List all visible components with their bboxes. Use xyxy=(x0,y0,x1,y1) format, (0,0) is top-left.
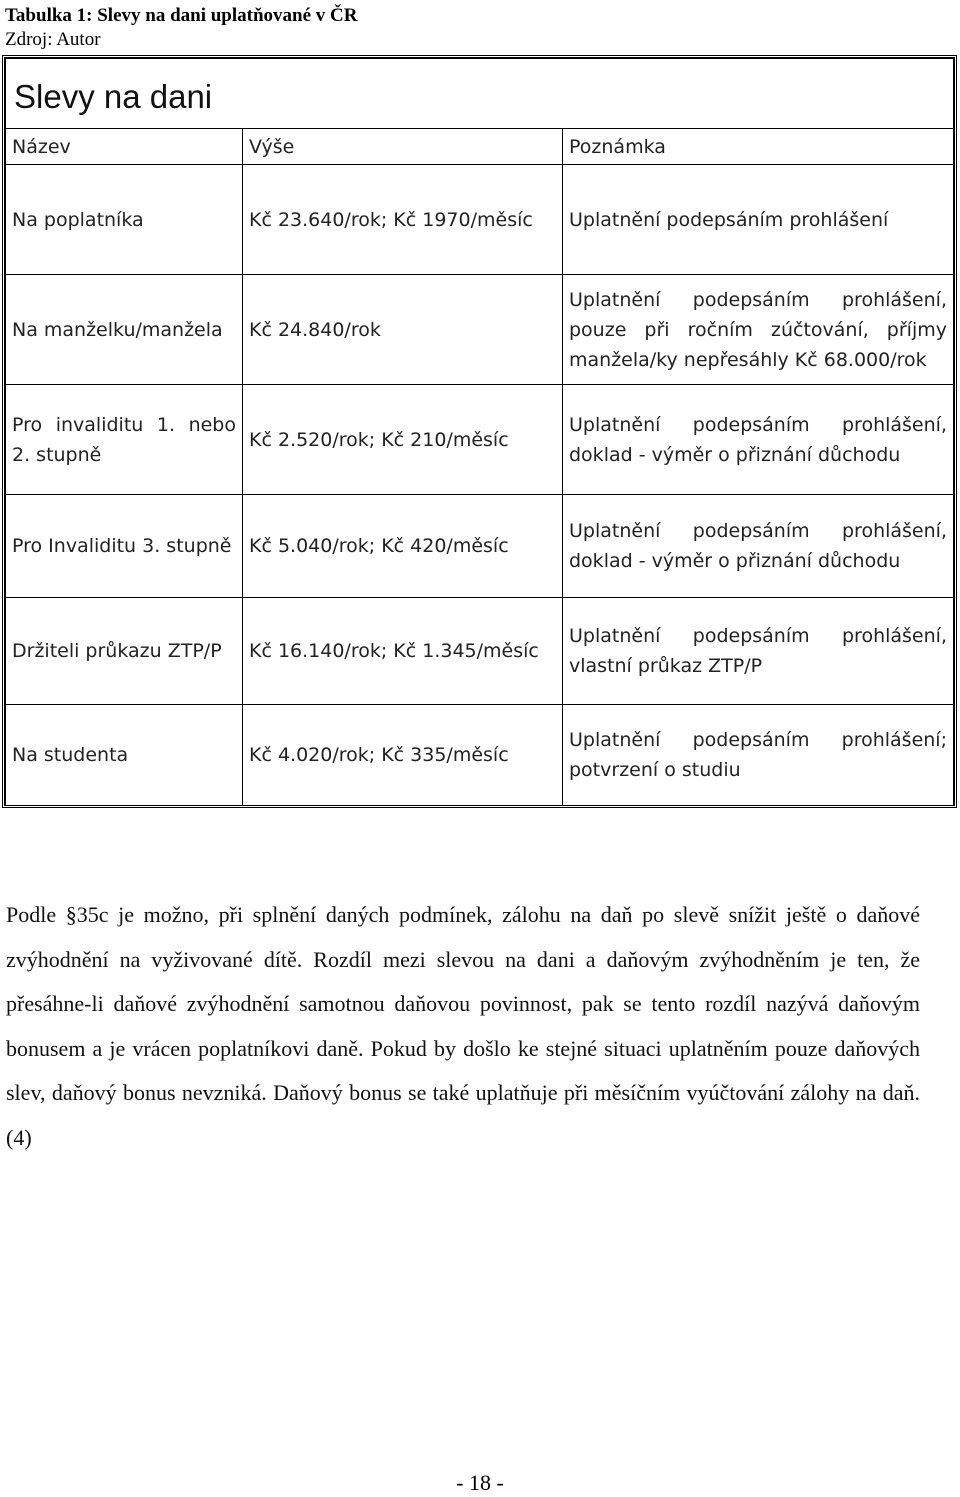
table-row xyxy=(6,495,954,598)
tax-discount-table xyxy=(5,58,954,806)
row-note: Uplatnění podepsáním prohlášení, pouze při ročním zúčtování, příjmy manžela/ky nepřesáhly Kč 68.000/rok xyxy=(563,275,954,385)
row-amount: Kč 23.640/rok; Kč 1970/měsíc xyxy=(243,165,563,275)
table-row xyxy=(6,705,954,806)
page-number: - 18 - xyxy=(456,1470,504,1495)
row-amount: Kč 4.020/rok; Kč 335/měsíc xyxy=(243,705,563,806)
header-note: Poznámka xyxy=(563,129,954,165)
table-row xyxy=(6,275,954,385)
row-note: Uplatnění podepsáním prohlášení; potvrzení o studiu xyxy=(563,705,954,806)
header-amount: Výše xyxy=(243,129,563,165)
row-amount: Kč 2.520/rok; Kč 210/měsíc xyxy=(243,385,563,495)
row-name: Na studenta xyxy=(6,705,243,806)
row-amount: Kč 24.840/rok xyxy=(243,275,563,385)
tax-discount-table-frame xyxy=(2,55,957,808)
row-amount: Kč 16.140/rok; Kč 1.345/měsíc xyxy=(243,598,563,705)
table-row xyxy=(6,165,954,275)
row-note: Uplatnění podepsáním prohlášení, vlastní průkaz ZTP/P xyxy=(563,598,954,705)
caption-source: Zdroj: Autor xyxy=(5,29,101,50)
table-row xyxy=(6,598,954,705)
table-title: Slevy na dani xyxy=(6,59,954,129)
row-note: Uplatnění podepsáním prohlášení, doklad - výměr o přiznání důchodu xyxy=(563,385,954,495)
row-name: Na manželku/manžela xyxy=(6,275,243,385)
row-note: Uplatnění podepsáním prohlášení, doklad - výměr o přiznání důchodu xyxy=(563,495,954,598)
row-amount: Kč 5.040/rok; Kč 420/měsíc xyxy=(243,495,563,598)
table-title-row xyxy=(6,59,954,129)
row-note: Uplatnění podepsáním prohlášení xyxy=(563,165,954,275)
row-name: Pro invaliditu 1. nebo 2. stupně xyxy=(6,385,243,495)
row-name: Pro Invaliditu 3. stupně xyxy=(6,495,243,598)
body-paragraph: Podle §35c je možno, při splnění daných podmínek, zálohu na daň po slevě snížit ještě o daňové zvýhodnění na vyživované dítě. Rozdíl mezi slevou na dani a daňovým zvýhodněním je ten, že přesáhne-li daňové zvýhodnění samotnou daňovou povinnost, pak se tento rozdíl nazývá daňovým bonusem a je vrácen poplatníkovi daně. Pokud by došlo ke stejné situaci uplatněním pouze daňových slev, daňový bonus nevzniká. Daňový bonus se také uplatňuje při měsíčním vyúčtování zálohy na daň. (4) xyxy=(6,902,920,1150)
header-name: Název xyxy=(6,129,243,165)
row-name: Na poplatníka xyxy=(6,165,243,275)
table-row xyxy=(6,385,954,495)
row-name: Držiteli průkazu ZTP/P xyxy=(6,598,243,705)
caption-title: Tabulka 1: Slevy na dani uplatňované v ČR xyxy=(5,5,358,26)
table-caption xyxy=(5,4,358,52)
table-header-row xyxy=(6,129,954,165)
